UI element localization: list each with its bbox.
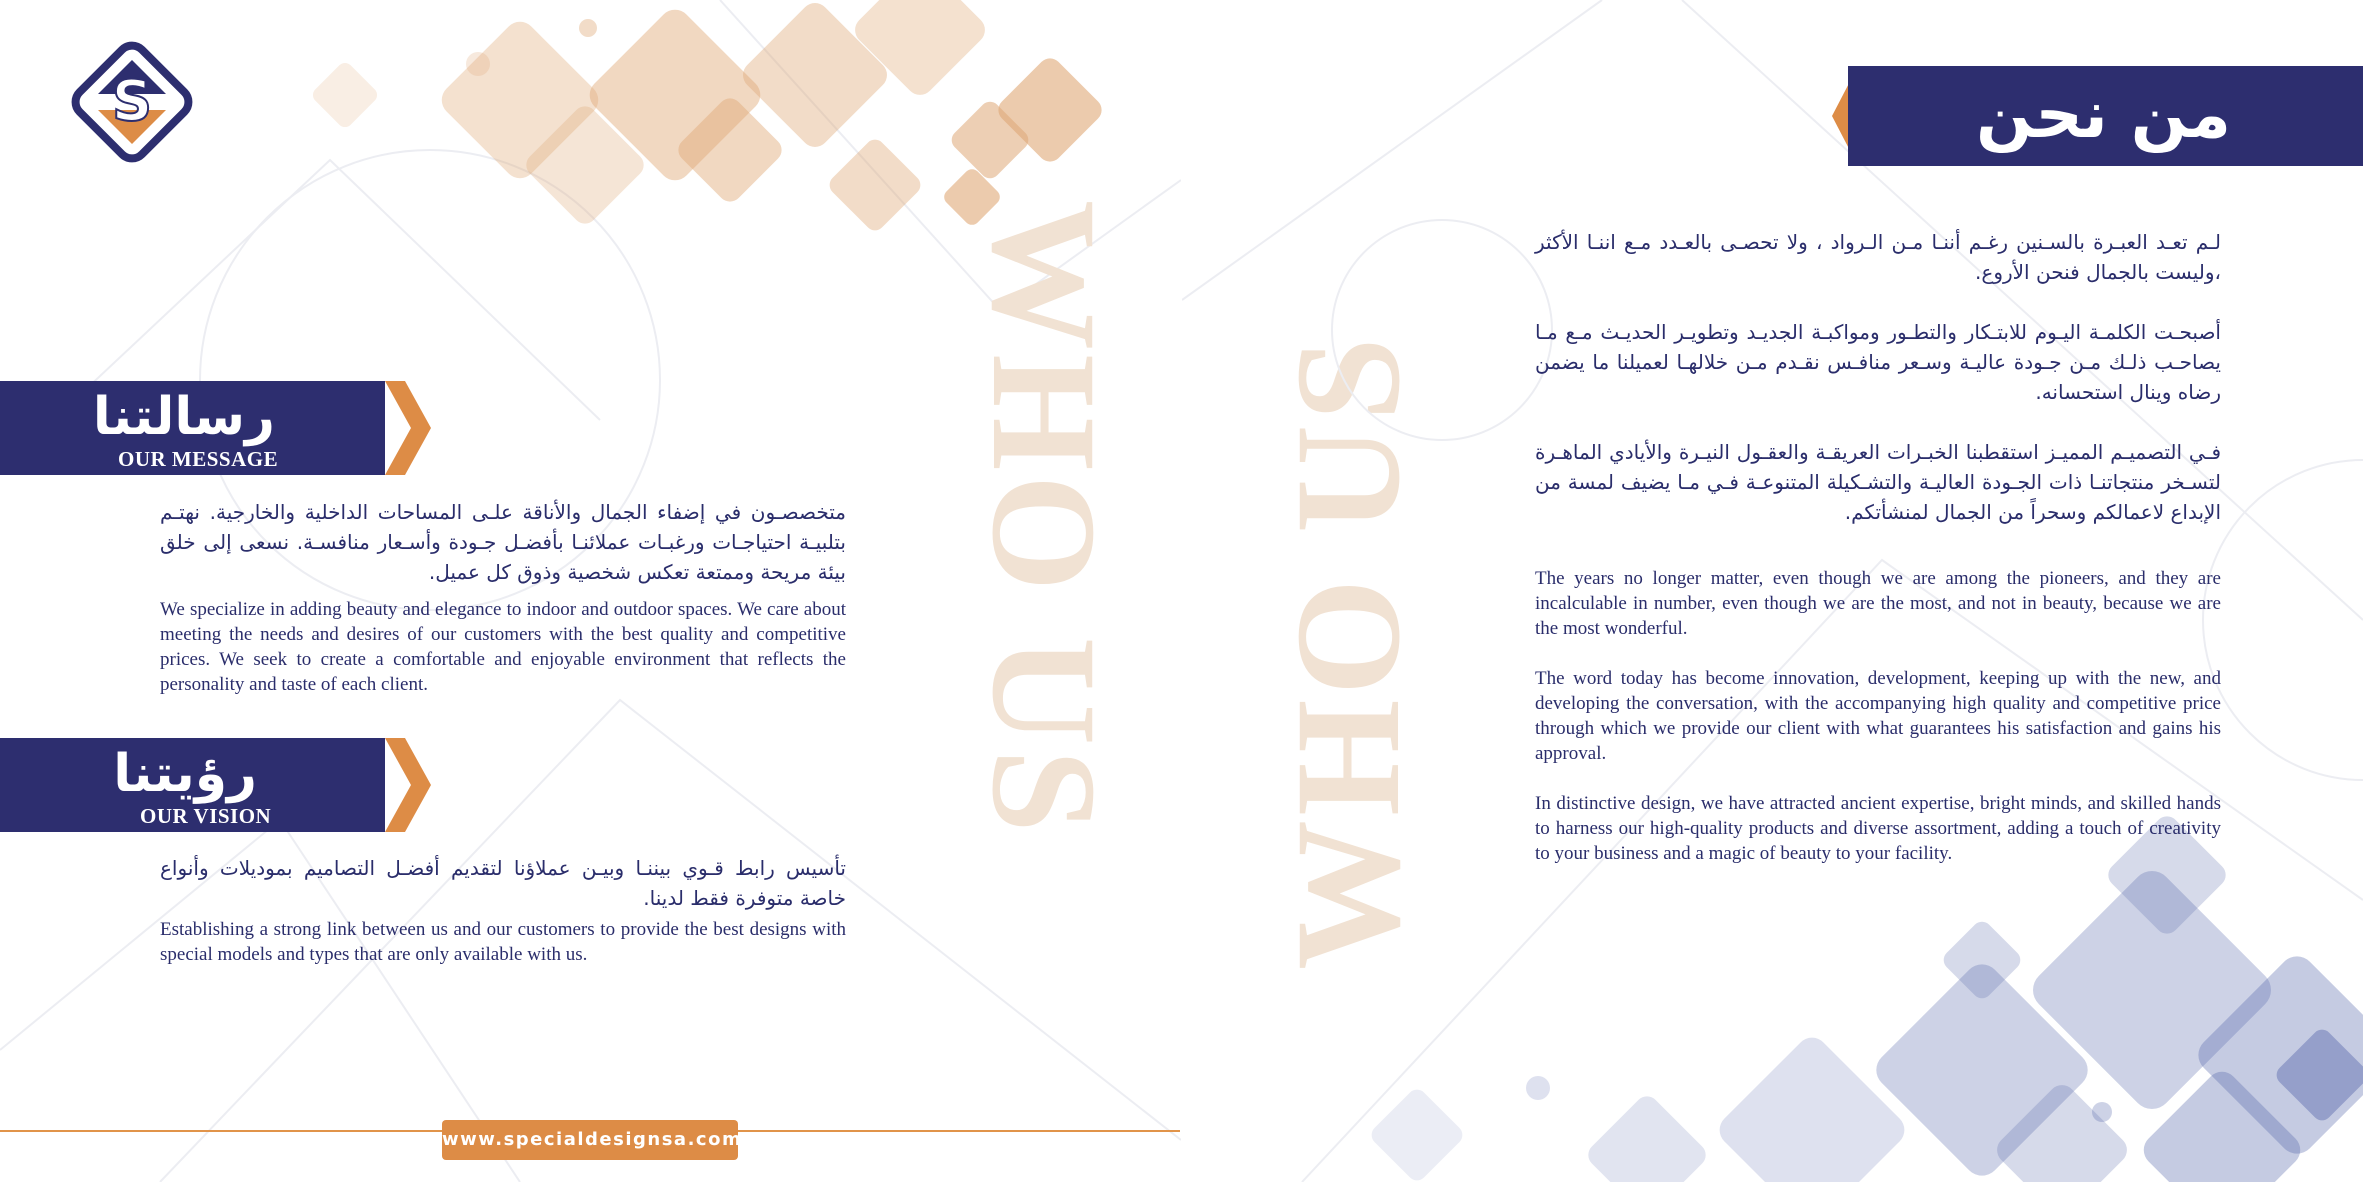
message-body-ar: متخصصـون في إضفاء الجمال والأناقة علـى المساحات الداخلية والخارجية. نهتـم بتلبيـة احتياجـات ورغبـات عملائنـا بأفضـل جـودة وأسـعار منافسـة. نسعى إلى خلق بيئة مريحة وممتعة تعكس شخصية وذوق كل عميل. [160, 500, 846, 584]
about-paragraph-ar-2: أصبحـت الكلمـة اليـوم للابتـكار والتطـور ومواكبـة الجديـد وتطويـر الحديـث مـع مـا يصاحـب ذلـك مـن جـودة عاليـة وسـعر منافـس نقـدم مـن خلالهـا لعميلنا ما يضمن رضاه وينال استحسانه. [1535, 320, 2221, 404]
message-chevron-icon [385, 381, 435, 475]
vision-body-ar: تأسيس رابط قـوي بيننـا وبيـن عملاؤنا لتقديم أفضـل التصاميم بموديلات وأنواع خاصة متوفرة فقط لدينا. [160, 856, 846, 910]
message-title-en: OUR MESSAGE [118, 447, 279, 471]
message-title-ar: رسالتنا [92, 387, 275, 447]
about-title-ar: من نحن [1976, 76, 2231, 153]
about-paragraph-en-3: In distinctive design, we have attracted ancient expertise, bright minds, and skilled hands to harness our high-quality products and diverse assortment, adding a touch of creativity to your business and a magic of beauty to your facility. [1535, 793, 2221, 864]
watermark-who-us-1: WHO US [961, 200, 1127, 837]
company-logo [62, 32, 202, 172]
vision-title-en: OUR VISION [140, 804, 272, 828]
about-paragraph-ar-1: لـم تعـد العبـرة بالسـنين رغـم أننـا مـن الـرواد ، ولا تحصـى بالعـدد مـع اننـا الأكثر ،وليست بالجمال فنحن الأروع. [1535, 230, 2221, 284]
watermark-who-us-2: WHO US [1265, 333, 1431, 970]
website-link[interactable]: www.specialdesignsa.com [442, 1120, 738, 1160]
logo-letter: S [111, 69, 153, 134]
about-paragraph-en-2: The word today has become innovation, development, keeping up with the new, and developing the conversation, with the accompanying high quality and competitive price through which we provide our client with what guarantees his satisfaction and gains his approval. [1535, 668, 2221, 764]
vision-banner [0, 738, 385, 832]
vision-chevron-icon [385, 738, 435, 832]
vision-title-ar: رؤيتنا [113, 744, 257, 804]
about-banner [1848, 66, 2363, 166]
message-body-en: We specialize in adding beauty and elegance to indoor and outdoor spaces. We care about meeting the needs and desires of our customers with the best quality and competitive prices. We seek to create a comfortable and enjoyable environment that reflects the personality and taste of each client. [160, 599, 846, 695]
about-paragraph-ar-3: فـي التصميـم المميـز استقطبنا الخبـرات العريقـة والعقـول النيـرة والأيادي الماهـرة لتسـخر منتجاتنـا ذات الجـودة العاليـة والتشـكيلة المتنوعـة فـي مـا يضيف لمسة من الإبداع لاعمالكم وسحراً من الجمال لمنشأتكم. [1535, 440, 2221, 524]
message-banner [0, 381, 385, 475]
about-paragraph-en-1: The years no longer matter, even though we are among the pioneers, and they are incalculable in number, even though we are the most, and not in beauty, because we are the most wonderful. [1535, 568, 2221, 639]
vision-body-en: Establishing a strong link between us and our customers to provide the best designs with special models and types that are only available with us. [160, 919, 846, 965]
